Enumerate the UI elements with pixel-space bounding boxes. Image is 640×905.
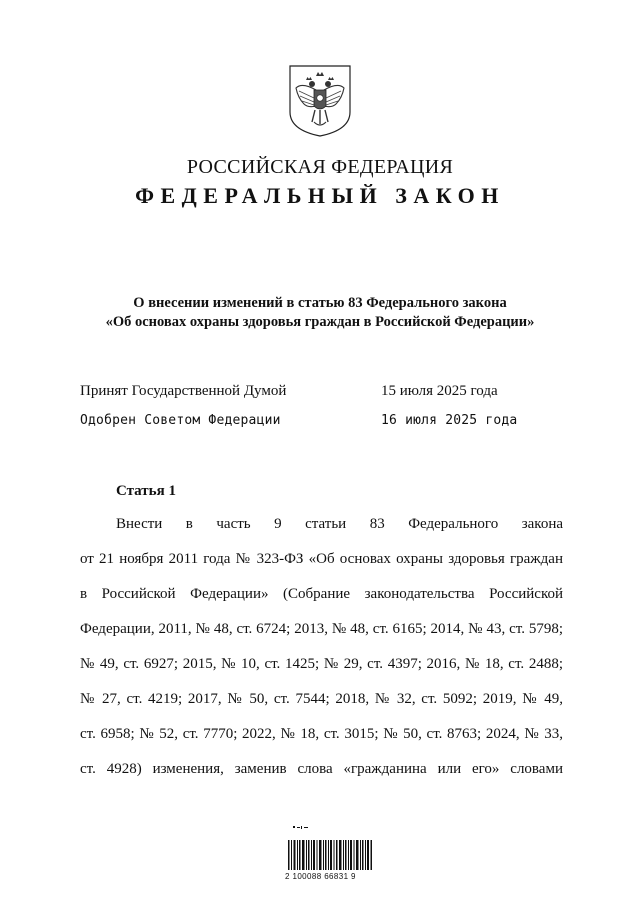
barcode-number: 2 100088 66831 9 [285,872,356,881]
duma-adoption-label: Принят Государственной Думой [80,383,287,399]
barcode-icon [285,826,375,872]
law-title [0,294,640,332]
council-approval-date: 16 июля 2025 года [381,413,518,428]
article-text-line: Федерации, 2011, № 48, ст. 6724; 2013, № 48, ст. 6165; 2014, № 43, ст. 5798; [80,621,563,637]
duma-adoption-row [80,383,560,400]
article-text-line: № 49, ст. 6927; 2015, № 10, ст. 1425; № 29, ст. 4397; 2016, № 18, ст. 2488; [80,656,563,672]
council-approval-label: Одобрен Советом Федерации [80,413,281,428]
article-text-line: в Российской Федерации» (Собрание законодательства Российской [80,586,563,602]
state-emblem-icon [288,64,352,138]
article-text-line: ст. 6958; № 52, ст. 7770; 2022, № 18, ст. 3015; № 50, ст. 8763; 2024, № 33, [80,726,563,742]
document-type-heading: ФЕДЕРАЛЬНЫЙ ЗАКОН [135,183,505,208]
law-title-line-2: «Об основах охраны здоровья граждан в Российской Федерации» [105,314,535,330]
article-text-line: ст. 4928) изменения, заменив слова «гражданина или его» словами [80,761,563,777]
council-approval-row [80,413,560,428]
law-title-line-1: О внесении изменений в статью 83 Федерального закона [133,295,507,311]
article-heading: Статья 1 [116,483,176,499]
document-barcode [285,826,375,884]
article-text-line: от 21 ноября 2011 года № 323-ФЗ «Об основах охраны здоровья граждан [80,551,563,567]
article-text-line: Внести в часть 9 статьи 83 Федерального закона [116,516,563,532]
duma-adoption-date: 15 июля 2025 года [381,383,498,399]
article-text-line: № 27, ст. 4219; 2017, № 50, ст. 7544; 2018, № 32, ст. 5092; 2019, № 49, [80,691,563,707]
country-name: РОССИЙСКАЯ ФЕДЕРАЦИЯ [186,156,454,178]
